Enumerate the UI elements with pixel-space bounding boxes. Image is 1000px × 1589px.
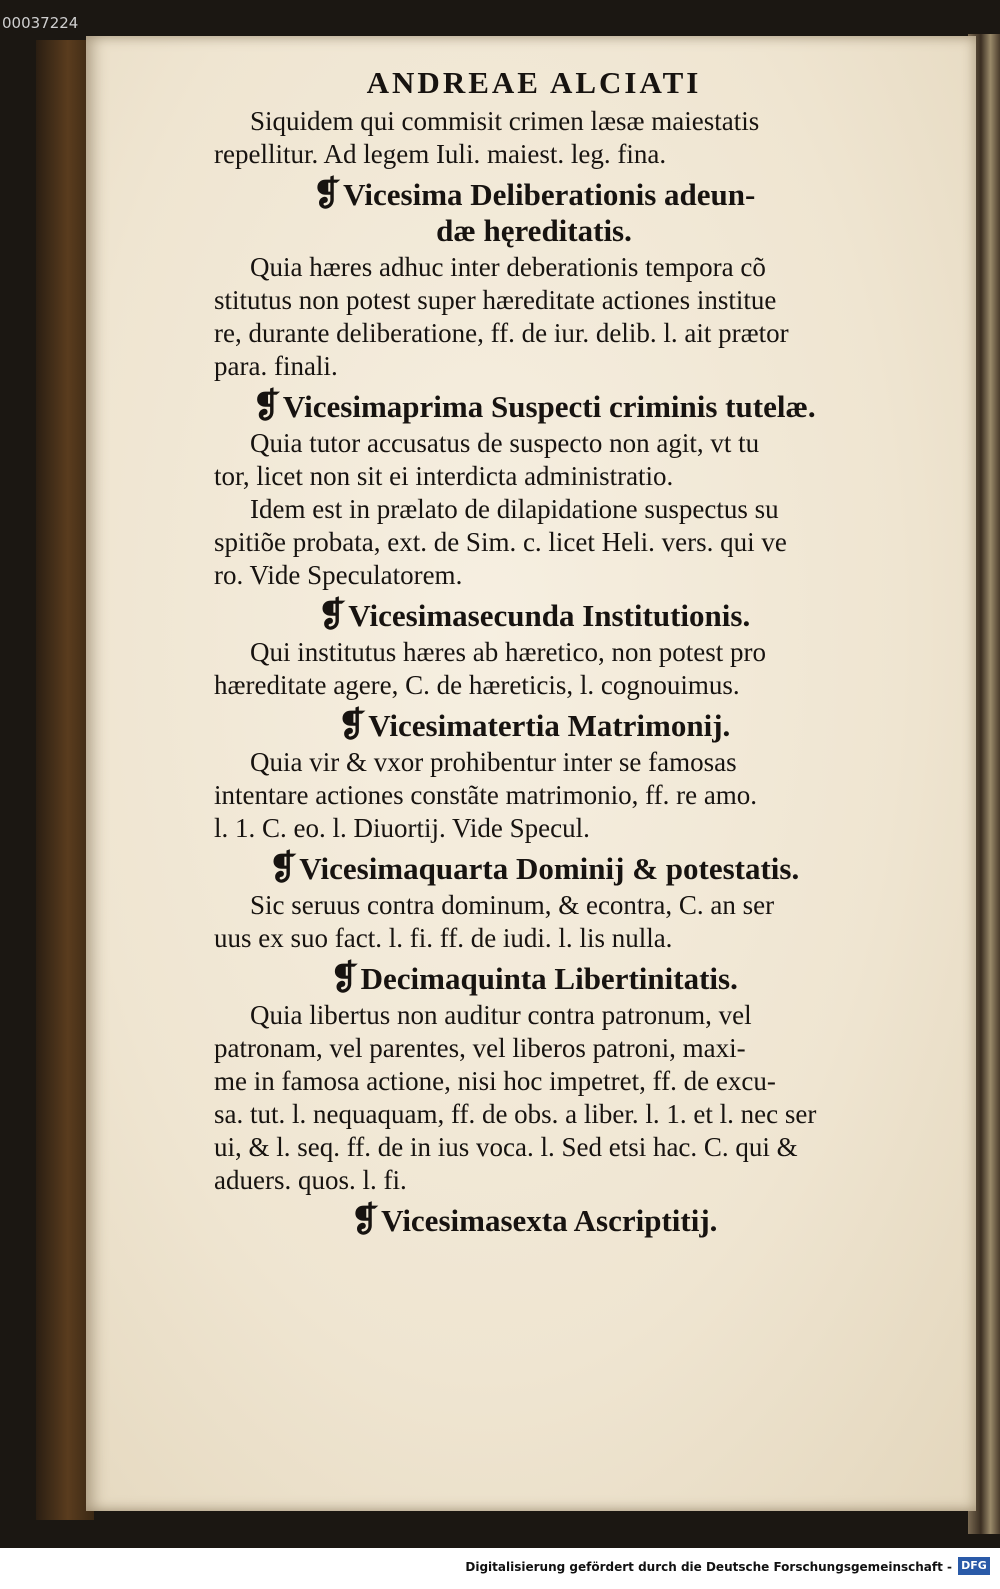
paragraph xyxy=(214,746,854,845)
heading-line: dæ hęreditatis. xyxy=(436,213,632,248)
footer-bar xyxy=(0,1548,1000,1589)
text-line: patronam, vel parentes, vel liberos patroni, maxi- xyxy=(214,1033,746,1063)
paragraph xyxy=(214,636,854,702)
text-line: sa. tut. l. nequaquam, ff. de obs. a liber. l. 1. et l. nec ser xyxy=(214,1099,817,1129)
text-line: tor, licet non sit ei interdicta administratio. xyxy=(214,461,674,491)
paragraph xyxy=(214,105,854,171)
section-heading xyxy=(214,961,854,997)
text-line: ro. Vide Speculatorem. xyxy=(214,560,463,590)
text-line: Qui institutus hæres ab hæretico, non potest pro xyxy=(250,637,766,667)
text-line: uus ex suo fact. l. fi. ff. de iudi. l. lis nulla. xyxy=(214,923,673,953)
text-line: repellitur. Ad legem Iuli. maiest. leg. fina. xyxy=(214,139,667,169)
paragraph xyxy=(214,493,854,592)
heading-text: Vicesimaquarta Dominij & potestatis. xyxy=(299,851,800,886)
text-line: ui, & l. seq. ff. de in ius voca. l. Sed etsi hac. C. qui & xyxy=(214,1132,798,1162)
dfg-logo-icon: DFG xyxy=(958,1557,990,1575)
text-line: re, durante deliberatione, ff. de iur. delib. l. ait prætor xyxy=(214,318,789,348)
page-text xyxy=(214,66,854,1241)
section-heading xyxy=(214,177,854,249)
text-line: me in famosa actione, nisi hoc impetret, ff. de excu- xyxy=(214,1066,776,1096)
paragraph xyxy=(214,251,854,383)
pilcrow-icon: ❡ xyxy=(312,176,342,213)
text-line: Quia libertus non auditur contra patronum, vel xyxy=(250,1000,752,1030)
text-line: Quia tutor accusatus de suspecto non agit, vt tu xyxy=(250,428,760,458)
text-line: Quia hæres adhuc inter deberationis tempora cõ xyxy=(250,252,766,282)
pilcrow-icon: ❡ xyxy=(337,707,367,744)
text-line: Quia vir & vxor prohibentur inter se famosas xyxy=(250,747,737,777)
text-line: hæreditate agere, C. de hæreticis, l. cognouimus. xyxy=(214,670,740,700)
heading-line xyxy=(214,1203,854,1239)
pilcrow-icon: ❡ xyxy=(252,388,281,425)
text-line: spitiõe probata, ext. de Sim. c. licet Heli. vers. qui ve xyxy=(214,527,787,557)
paragraph xyxy=(214,427,854,493)
pilcrow-icon: ❡ xyxy=(330,960,359,997)
section-heading xyxy=(214,598,854,634)
text-line: aduers. quos. l. fi. xyxy=(214,1165,407,1195)
running-head: ANDREAE ALCIATI xyxy=(366,65,702,100)
paragraph xyxy=(214,999,854,1197)
section-heading xyxy=(214,708,854,744)
heading-line xyxy=(214,708,854,744)
text-line: l. 1. C. eo. l. Diuortij. Vide Specul. xyxy=(214,813,590,843)
heading-line xyxy=(214,598,854,634)
paragraph xyxy=(214,889,854,955)
text-line: Sic seruus contra dominum, & econtra, C. an ser xyxy=(250,890,775,920)
scan-id-label: 00037224 xyxy=(2,14,79,32)
text-line: Idem est in prælato de dilapidatione suspectus su xyxy=(250,494,779,524)
heading-line xyxy=(214,177,854,213)
heading-text: Vicesimaprima Suspecti criminis tutelæ. xyxy=(282,389,816,424)
section-heading xyxy=(214,389,854,425)
text-line: intentare actiones constãte matrimonio, ff. re amo. xyxy=(214,780,758,810)
heading-text: Vicesimatertia Matrimonij. xyxy=(368,708,731,743)
heading-text: Vicesimasecunda Institutionis. xyxy=(348,598,751,633)
pilcrow-icon: ❡ xyxy=(317,597,347,634)
section-heading xyxy=(214,851,854,887)
text-line: Siquidem qui commisit crimen læsæ maiestatis xyxy=(250,106,760,136)
pilcrow-icon: ❡ xyxy=(350,1202,380,1239)
pilcrow-icon: ❡ xyxy=(268,850,298,887)
heading-text: Decimaquinta Libertinitatis. xyxy=(360,961,738,996)
text-line: stitutus non potest super hæreditate actiones institue xyxy=(214,285,777,315)
footer-credit: Digitalisierung gefördert durch die Deutsche Forschungsgemeinschaft - xyxy=(465,1560,952,1574)
heading-text: Vicesimasexta Ascriptitij. xyxy=(381,1203,718,1238)
section-heading xyxy=(214,1203,854,1239)
heading-line xyxy=(214,851,854,887)
heading-text: Vicesima Deliberationis adeun- xyxy=(343,177,756,212)
heading-line xyxy=(214,389,854,425)
heading-line xyxy=(214,961,854,997)
text-line: para. finali. xyxy=(214,351,338,381)
